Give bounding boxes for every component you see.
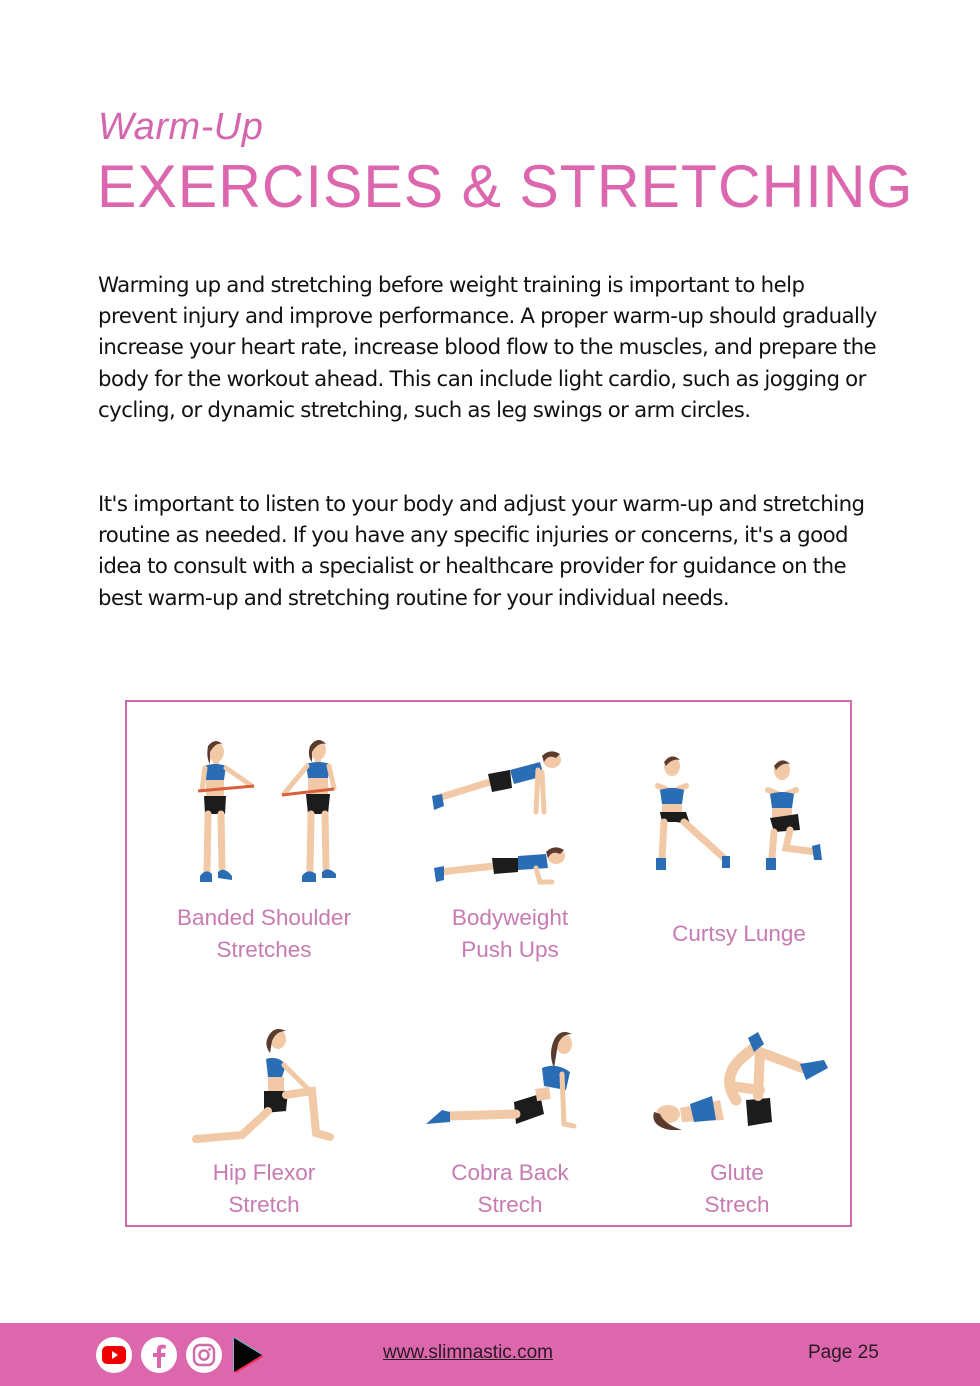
intro-paragraph: Warming up and stretching before weight training is important to help prevent injury and improve performance. A proper warm-up should gradually increase your heart rate, increase blood flow to the muscles, and prepare the body for the workout ahead. This can include light cardio, such as jogging or cycling, or dynamic stretching, such as leg swings or arm circles. — [98, 273, 877, 423]
instagram-icon[interactable] — [186, 1337, 222, 1373]
youtube-icon[interactable] — [96, 1337, 132, 1373]
exercise-label-cobra-back: Cobra Back Strech — [451, 1160, 569, 1217]
facebook-icon[interactable] — [141, 1337, 177, 1373]
tiktok-play-icon[interactable] — [232, 1336, 266, 1374]
exercise-label-hip-flexor: Hip Flexor Stretch — [212, 1160, 316, 1217]
website-link[interactable]: www.slimnastic.com — [383, 1342, 553, 1363]
page-title: EXERCISES & STRETCHING — [97, 153, 914, 220]
hip-flexor-stretch-illustration — [190, 1025, 340, 1145]
push-up-illustration — [428, 748, 568, 888]
page-subtitle: Warm-Up — [98, 106, 264, 148]
curtsy-lunge-illustration — [650, 752, 830, 877]
cobra-back-stretch-illustration — [424, 1028, 579, 1133]
exercise-label-curtsy-lunge: Curtsy Lunge — [672, 921, 806, 946]
page-number: Page 25 — [808, 1342, 879, 1363]
exercise-label-banded-shoulder: Banded Shoulder Stretches — [177, 905, 351, 962]
advice-paragraph: It's important to listen to your body and adjust your warm-up and stretching routine as needed. If you have any specific injuries or concerns, it's a good idea to consult with a specialist or healthcare provider for guidance on the best warm-up and stretching routine for your individual needs. — [98, 492, 865, 611]
banded-shoulder-stretch-illustration — [188, 738, 348, 893]
exercise-label-glute: Glute Strech — [704, 1160, 770, 1217]
glute-stretch-illustration — [650, 1030, 830, 1140]
exercise-label-push-ups: Bodyweight Push Ups — [451, 905, 569, 962]
